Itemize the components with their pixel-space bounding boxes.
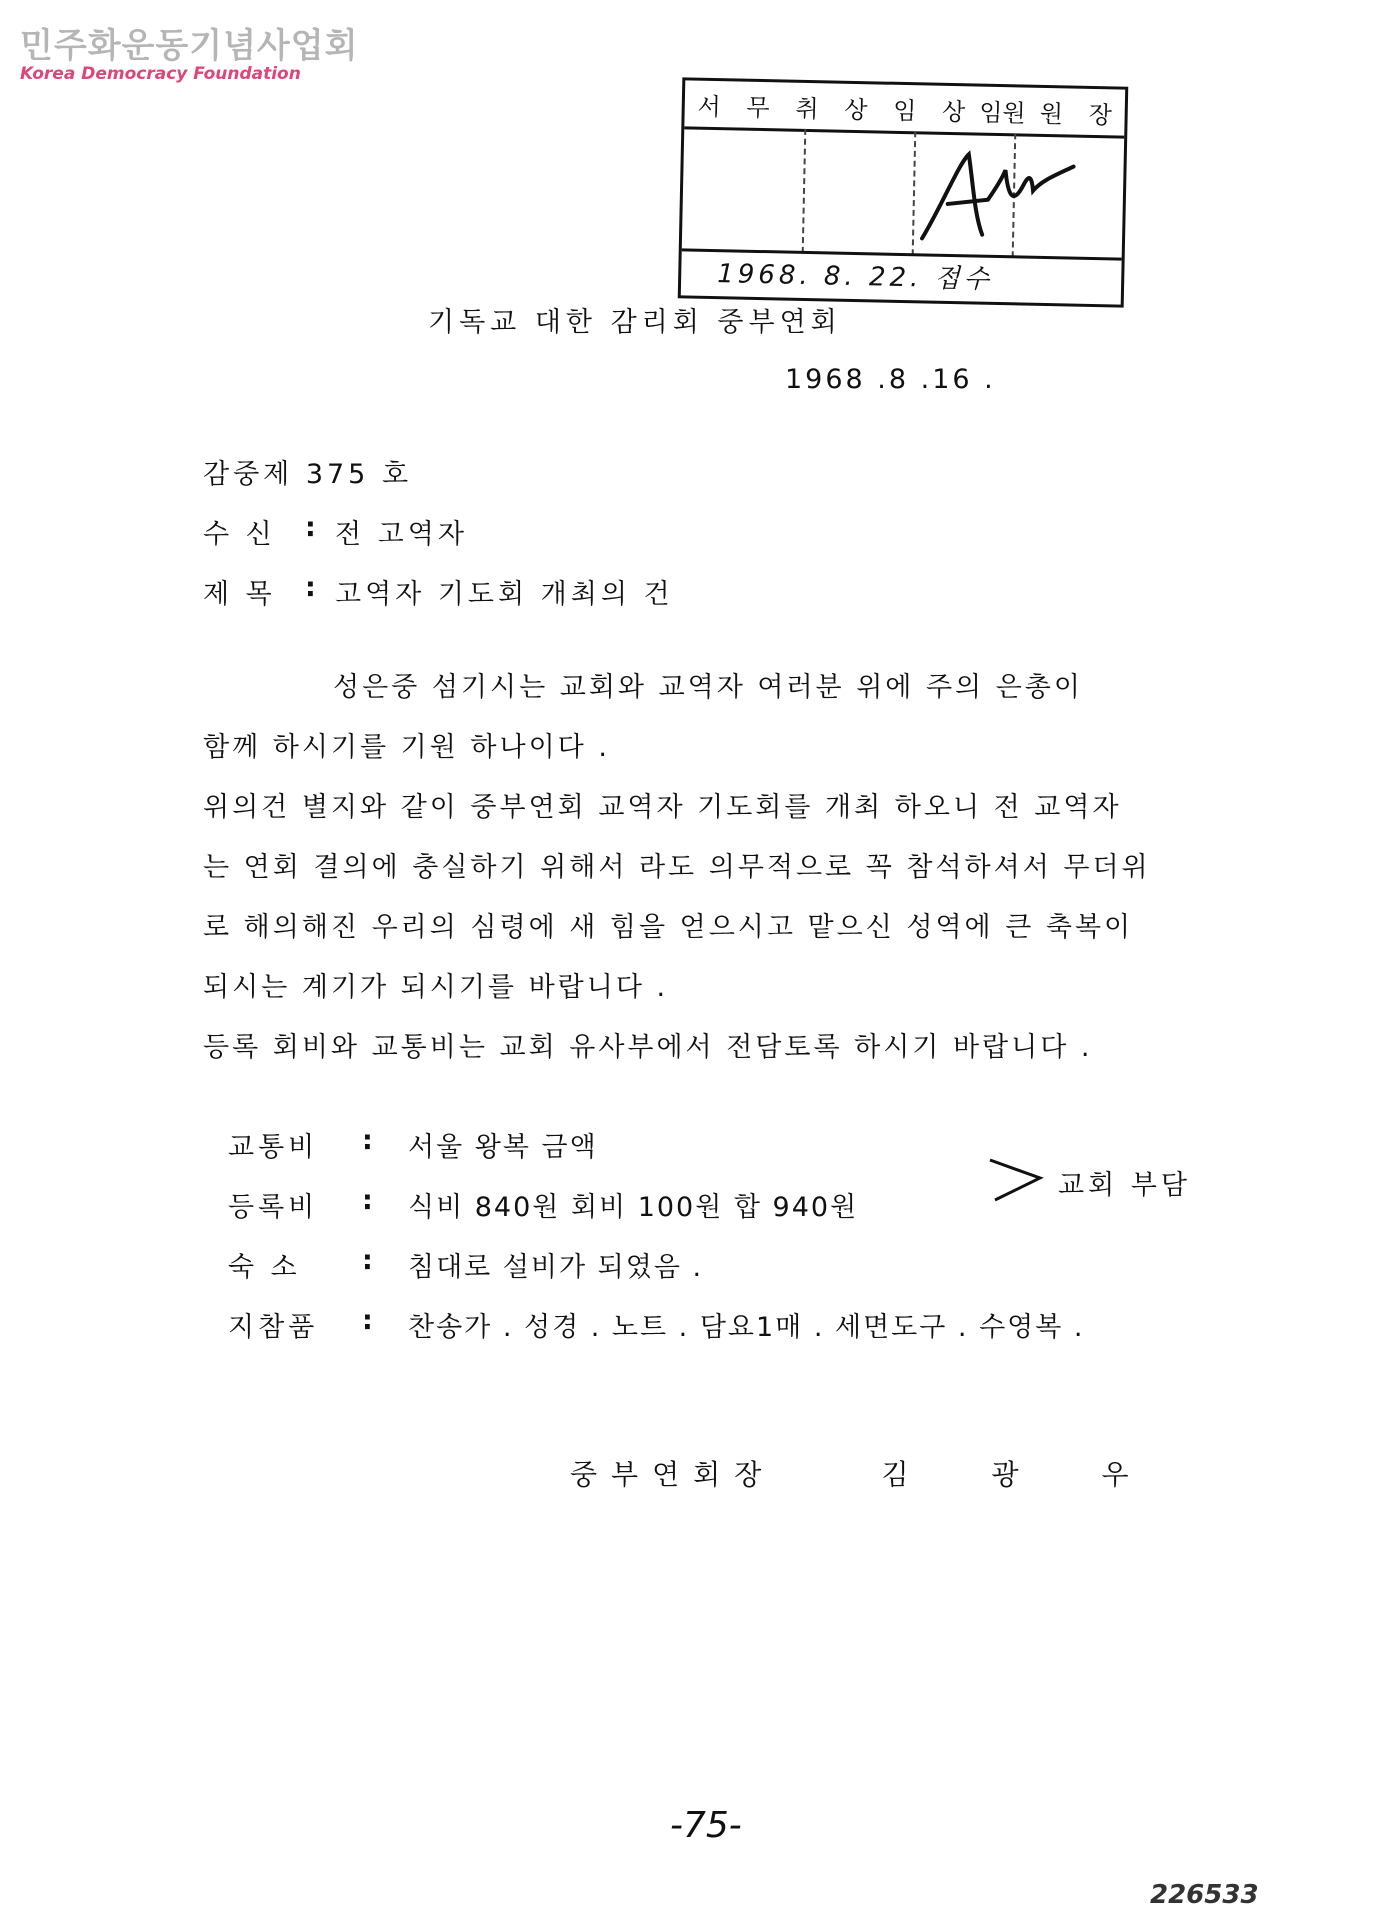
body-line: 함께 하시기를 기원 하나이다 .: [203, 732, 610, 763]
detail-label-items: 지참품: [228, 1312, 319, 1343]
receipt-stamp: [678, 77, 1129, 307]
document-id: 226533: [1150, 1880, 1259, 1910]
signer-name-char: 우: [1101, 1458, 1129, 1491]
stamp-header-cell: 무: [746, 93, 770, 122]
signer-name: [840, 1453, 1170, 1493]
recipient-label: 수 신: [203, 519, 276, 550]
burden-note: 교회 부담: [1058, 1170, 1191, 1201]
detail-label-lodging: 숙 소: [228, 1252, 301, 1283]
detail-colon: :: [362, 1245, 373, 1276]
detail-value-transport: 서울 왕복 금액: [408, 1132, 598, 1163]
watermark-korean: 민주화운동기념사업회: [20, 26, 359, 66]
letter-date: 1968 .8 .16 .: [785, 364, 996, 395]
arrow-right-icon: [985, 1150, 1055, 1210]
stamp-header-cell: 상: [941, 97, 966, 126]
detail-value-registration: 식비 840원 회비 100원 합 940원: [408, 1192, 859, 1223]
stamp-date: 1968. 8. 22. 접수: [681, 248, 1122, 304]
watermark-english: Korea Democracy Foundation: [20, 64, 301, 84]
stamp-header-cell: 취: [795, 94, 819, 123]
detail-value-items: 찬송가 . 성경 . 노트 . 담요1매 . 세면도구 . 수영복 .: [408, 1312, 1085, 1343]
stamp-header-cell: 임: [892, 96, 917, 125]
stamp-header-cell: 원: [1039, 99, 1064, 128]
document-number: 감중제 375 호: [203, 459, 413, 490]
subject-colon: :: [305, 572, 316, 603]
body-line: 위의건 별지와 같이 중부연회 교역자 기도회를 개최 하오니 전 교역자: [203, 792, 1122, 823]
signature-icon: [912, 143, 1084, 257]
organization-name: 기독교 대한 감리회 중부연회: [428, 307, 842, 338]
detail-colon: :: [362, 1305, 373, 1336]
detail-colon: :: [362, 1125, 373, 1156]
stamp-header: [684, 80, 1125, 138]
detail-label-registration: 등록비: [228, 1192, 319, 1223]
signer-name-char: 김: [881, 1458, 909, 1491]
stamp-header-cell: 임원: [979, 98, 1026, 128]
stamp-header-cell: 서: [697, 92, 722, 121]
detail-value-lodging: 침대로 설비가 되였음 .: [408, 1252, 704, 1283]
stamp-divider: [802, 129, 807, 253]
body-line: 는 연회 결의에 충실하기 위해서 라도 의무적으로 꼭 참석하셔서 무더위: [203, 852, 1151, 883]
page-number: -75-: [670, 1805, 742, 1846]
body-line: 되시는 계기가 되시기를 바랍니다 .: [203, 972, 669, 1003]
subject-value: 고역자 기도회 개최의 건: [335, 579, 674, 610]
recipient-colon: :: [305, 512, 316, 543]
body-line: 성은중 섬기시는 교회와 교역자 여러분 위에 주의 은총이: [333, 672, 1083, 703]
body-line: 등록 회비와 교통비는 교회 유사부에서 전담토록 하시기 바랍니다 .: [203, 1032, 1093, 1063]
detail-label-transport: 교통비: [228, 1132, 319, 1163]
recipient-value: 전 고역자: [335, 519, 468, 550]
signer-name-char: 광: [991, 1458, 1019, 1491]
subject-label: 제 목: [203, 579, 276, 610]
signer-title: 중부연회장: [570, 1458, 776, 1491]
detail-colon: :: [362, 1185, 373, 1216]
stamp-header-cell: 상: [843, 95, 868, 124]
stamp-header-cell: 장: [1088, 100, 1113, 129]
body-line: 로 해의해진 우리의 심령에 새 힘을 얻으시고 맡으신 성역에 큰 축복이: [203, 912, 1134, 943]
